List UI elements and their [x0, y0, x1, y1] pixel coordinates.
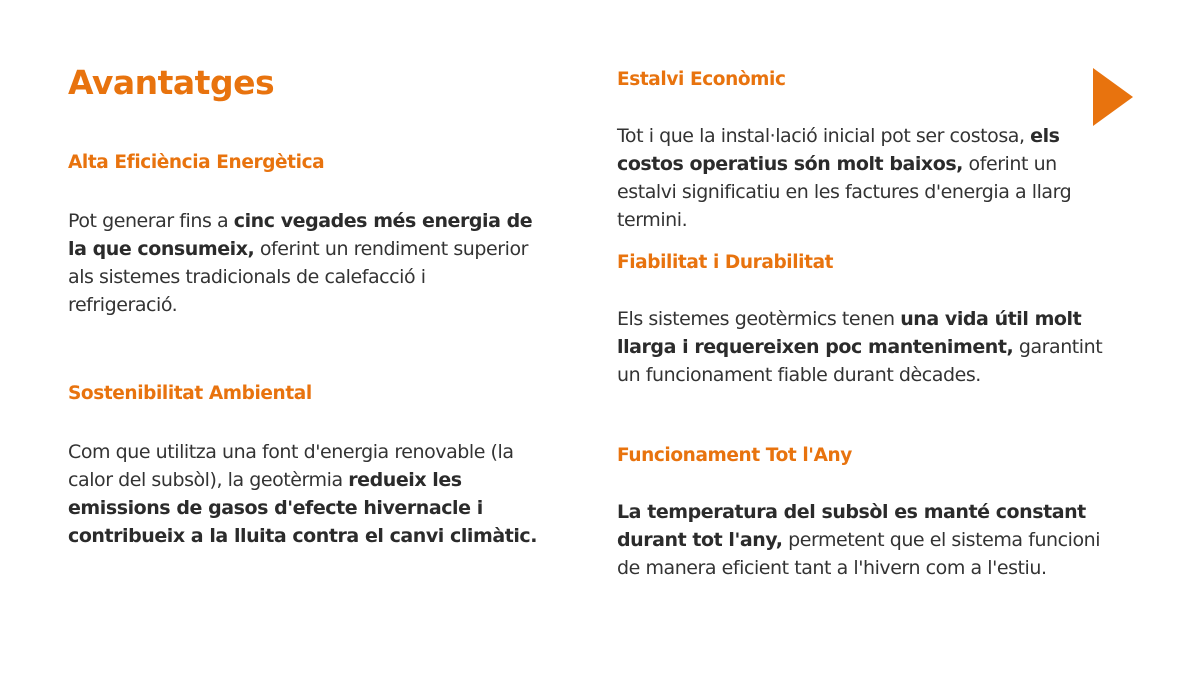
section-estalvi-economic [617, 66, 1117, 234]
section-funcionament [617, 442, 1117, 582]
body-text: garantint un funcionament fiable durant dècades. [617, 336, 1103, 386]
body-text: oferint un rendiment superior als sistemes tradicionals de calefacció i refrigeració. [68, 238, 528, 316]
body-text: permetent que el sistema funcioni de manera eficient tant a l'hivern com a l'estiu. [617, 529, 1101, 579]
section-heading: Estalvi Econòmic [617, 69, 786, 90]
slide-title: Avantatges [68, 63, 275, 102]
section-heading: Funcionament Tot l'Any [617, 445, 852, 466]
body-bold-text: redueix les emissions de gasos d'efecte hivernacle i contribueix a la lluita contra el canvi climàtic. [68, 469, 537, 547]
body-text: oferint un estalvi significatiu en les factures d'energia a llarg termini. [617, 153, 1072, 231]
body-text: Tot i que la instal·lació inicial pot ser costosa, [617, 125, 1031, 147]
section-heading: Fiabilitat i Durabilitat [617, 252, 834, 273]
play-triangle-icon [1093, 68, 1133, 126]
section-heading: Sostenibilitat Ambiental [68, 383, 312, 404]
body-bold-text: La temperatura del subsòl es manté constant durant tot l'any, [617, 501, 1086, 551]
section-alta-eficiencia [68, 149, 538, 319]
body-bold-text: una vida útil molt llarga i requereixen poc manteniment, [617, 308, 1082, 358]
body-text: Pot generar fins a [68, 210, 234, 232]
section-fiabilitat [617, 249, 1117, 389]
body-text: Els sistemes geotèrmics tenen [617, 308, 901, 330]
next-slide-arrow-icon[interactable] [1093, 68, 1133, 126]
section-body [68, 438, 538, 550]
section-heading: Alta Eficiència Energètica [68, 152, 325, 173]
body-text: Com que utilitza una font d'energia renovable (la calor del subsòl), la geotèrmia [68, 441, 514, 491]
body-bold-text: els costos operatius són molt baixos, [617, 125, 1060, 175]
section-body [68, 207, 538, 319]
body-bold-text: cinc vegades més energia de la que consumeix, [68, 210, 533, 260]
section-sostenibilitat [68, 380, 538, 550]
section-body [617, 305, 1117, 389]
section-body [617, 122, 1117, 234]
section-body [617, 498, 1117, 582]
